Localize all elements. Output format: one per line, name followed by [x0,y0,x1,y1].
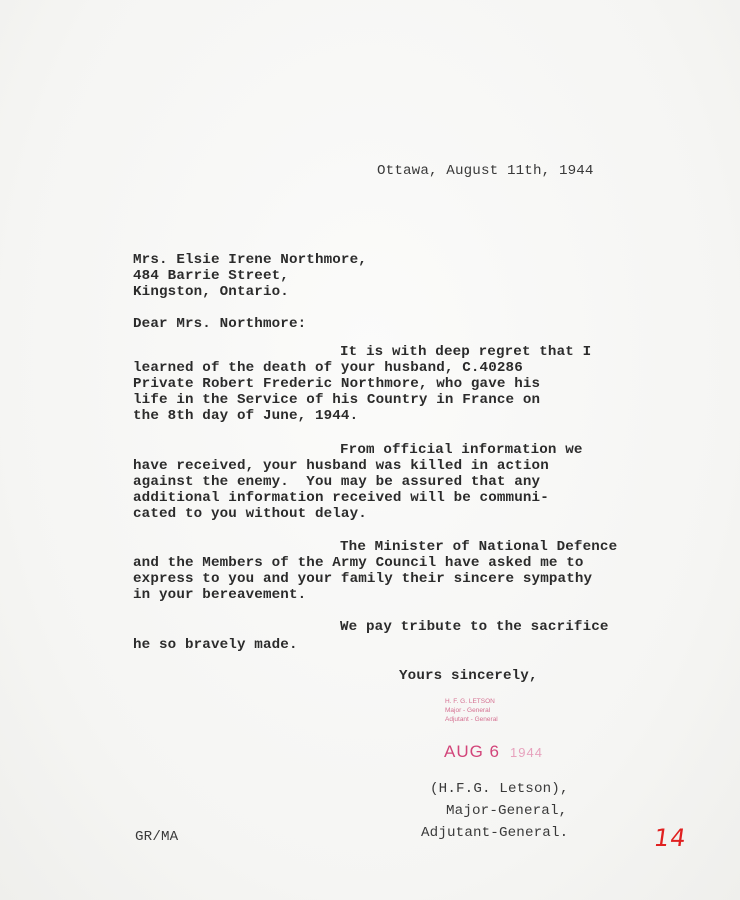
signature-stamp-name: H. F. G. LETSON [445,698,495,705]
paragraph-1-line-5: the 8th day of June, 1944. [133,408,359,424]
salutation: Dear Mrs. Northmore: [133,316,307,332]
received-stamp-date: AUG 6 [444,742,501,761]
paragraph-2-line-4: additional information received will be communi- [133,490,549,506]
paragraph-3-line-4: in your bereavement. [133,587,307,603]
paragraph-1-line-3: Private Robert Frederic Northmore, who gave his [133,376,541,392]
closing: Yours sincerely, [399,668,538,684]
paragraph-3-line-3: express to you and your family their sincere sympathy [133,571,593,587]
recipient-name: Mrs. Elsie Irene Northmore, [133,252,367,268]
paragraph-4-line-2: he so bravely made. [133,637,298,653]
handwritten-page-number: 14 [652,824,689,852]
paragraph-2-line-1: From official information we [340,442,583,458]
paragraph-2-line-5: cated to you without delay. [133,506,367,522]
dateline: Ottawa, August 11th, 1944 [377,163,594,179]
signature-stamp [445,697,555,724]
signature-stamp-rank: Major - General [445,707,491,714]
signature-stamp-title: Adjutant - General [445,716,498,723]
signature-title: Adjutant-General. [421,825,569,841]
paragraph-2-line-3: against the enemy. You may be assured that any [133,474,541,490]
paragraph-4-line-1: We pay tribute to the sacrifice [340,619,609,635]
paragraph-2-line-2: have received, your husband was killed in action [133,458,549,474]
paragraph-3-line-2: and the Members of the Army Council have asked me to [133,555,584,571]
paragraph-3-line-1: The Minister of National Defence [340,539,618,555]
received-stamp-year: 1944 [510,745,543,760]
recipient-street: 484 Barrie Street, [133,268,289,284]
signature-rank: Major-General, [446,803,568,819]
paragraph-1-line-1: It is with deep regret that I [340,344,592,360]
reference-initials: GR/MA [135,829,179,845]
received-date-stamp [444,742,543,762]
paragraph-1-line-2: learned of the death of your husband, C.40286 [133,360,523,376]
recipient-city: Kingston, Ontario. [133,284,289,300]
paragraph-1-line-4: life in the Service of his Country in France on [133,392,541,408]
signature-name: (H.F.G. Letson), [430,781,569,797]
